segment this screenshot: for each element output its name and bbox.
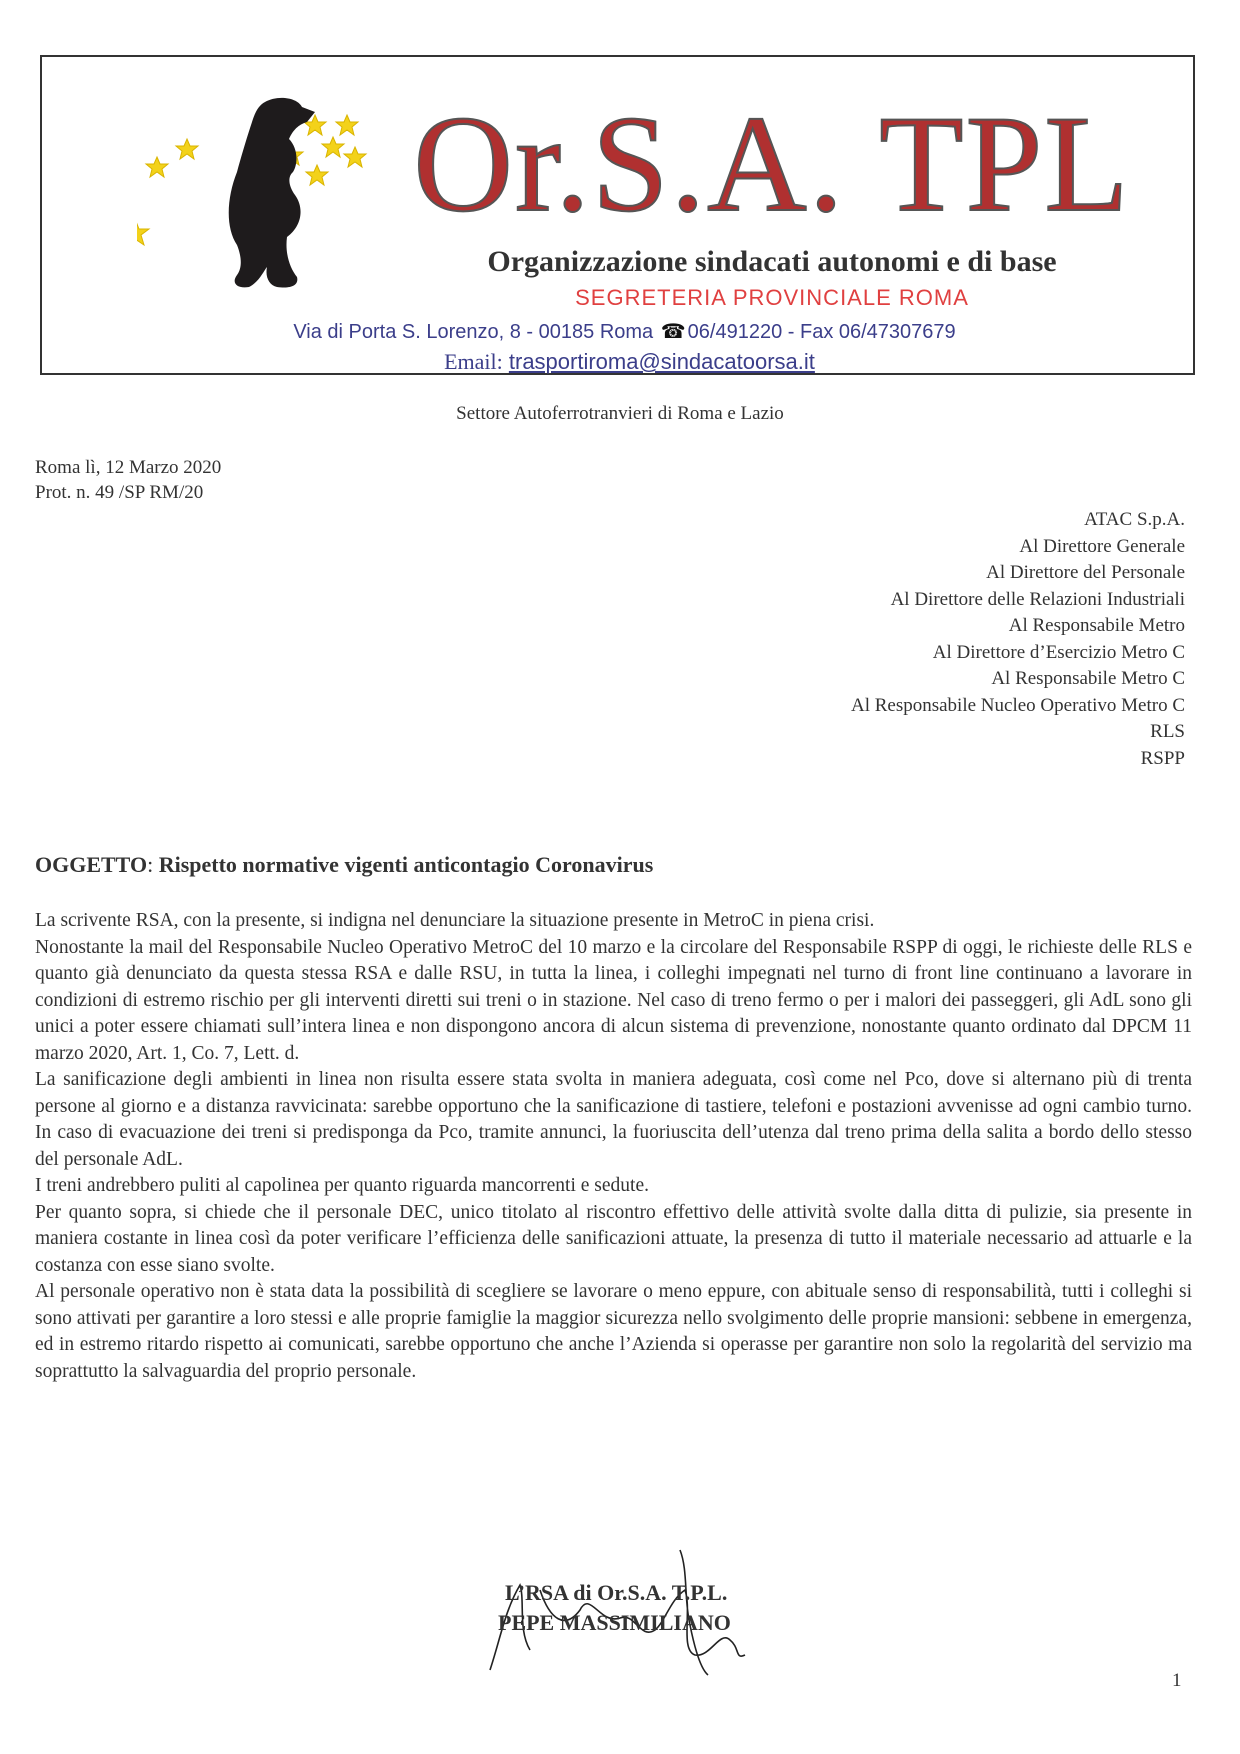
recipients-list	[851, 507, 1185, 772]
subject-text: Rispetto normative vigenti anticontagio Coronavirus	[158, 852, 654, 877]
letterhead	[40, 55, 1195, 375]
page-number: 1	[1172, 1670, 1182, 1691]
org-name: Organizzazione sindacati autonomi e di base	[487, 245, 1057, 278]
body-paragraph: La sanificazione degli ambienti in linea non risulta essere stata svolta in maniera adeguata, così come nel Pco, dove si alternano più di trenta persone al giorno e a distanza ravvicinata: sarebbe opportuno che la sanificazione di tastiere, telefoni e postazioni avvenisse ad ogni cambio turno. In caso di evacuazione dei treni si predisponga da Pco, tramite annunci, la fuoriuscita dell’utenza dal treno prima della salita a bordo dello stesso del personale AdL.	[35, 1069, 1192, 1170]
contact-address-line	[42, 319, 1197, 344]
fax-number: - Fax 06/47307679	[787, 321, 956, 343]
email-label: Email:	[444, 349, 503, 374]
letter-date: Roma lì, 12 Marzo 2020	[35, 457, 222, 478]
star-icon	[322, 137, 344, 157]
recipient: Al Direttore del Personale	[986, 562, 1185, 583]
telephone-icon: ☎	[660, 321, 686, 343]
star-icon	[146, 157, 168, 177]
body-paragraph: Nonostante la mail del Responsabile Nucleo Operativo MetroC del 10 marzo e la circolare del Responsabile RSPP di oggi, le richieste delle RLS e quanto già denunciato da questa stessa RSA e dalle RSU, in tutta la linea, i colleghi impegnati nel turno di front line continuano a lavorare in condizioni di estremo rischio per gli interventi diretti sui treni o in stazione. Nel caso di treno fermo o per i malori dei passeggeri, gli AdL sono gli unici a poter essere chiamati sull’intera linea e non dispongono ancora di alcun sistema di prevenzione, nonostante quanto ordinato dal DPCM 11 marzo 2020, Art. 1, Co. 7, Lett. d.	[35, 936, 1192, 1064]
recipient: RSPP	[1140, 747, 1185, 769]
address: Via di Porta S. Lorenzo, 8 - 00185 Roma	[293, 321, 654, 343]
recipient: Al Responsabile Metro C	[991, 668, 1185, 689]
body-paragraph: I treni andrebbero puliti al capolinea per quanto riguarda mancorrenti e sedute.	[35, 1175, 649, 1196]
date-protocol	[35, 455, 221, 505]
signature-name: PEPE MASSIMILIANO	[498, 1610, 731, 1635]
subject-line: OGGETTO: Rispetto normative vigenti anticontagio Coronavirus	[35, 852, 654, 877]
bear-with-stars-logo	[137, 77, 437, 307]
star-icon	[336, 115, 358, 135]
recipient: Al Direttore d’Esercizio Metro C	[932, 641, 1185, 663]
signature-role: L’RSA di Or.S.A. T.P.L.	[505, 1580, 728, 1605]
star-icon	[137, 219, 149, 245]
letter-body	[35, 908, 1192, 1385]
recipient: RLS	[1150, 721, 1185, 742]
body-paragraph: Al personale operativo non è stata data la possibilità di scegliere se lavorare o meno eppure, con abituale senso di responsabilità, tutti i colleghi si sono attivati per garantire a loro stessi e alle proprie famiglie la maggior sicurezza nello svolgimento delle proprie mansioni: sebbene in emergenza, ed in estremo ritardo rispetto ai comunicati, sarebbe opportuno che anche l’Azienda si operasse per garantire non solo la regolarità del servizio ma soprattutto la salvaguardia del proprio personale.	[35, 1281, 1192, 1382]
body-paragraph: Per quanto sopra, si chiede che il personale DEC, unico titolato al riscontro effettivo delle attività svolte dalla ditta di pulizie, sia presente in maniera costante in linea così da poter verificare l’efficienza delle sanificazioni attuate, la presenza di tutto il materiale necessario ad attuarle e la costanza con esse siano svolte.	[35, 1201, 1192, 1276]
protocol-number: Prot. n. 49 /SP RM/20	[35, 482, 204, 503]
brand-title: Or.S.A. TPL	[413, 87, 1131, 240]
recipient: Al Direttore Generale	[1019, 535, 1185, 557]
sector-line: Settore Autoferrotranvieri di Roma e Lazio	[456, 403, 784, 424]
bear-silhouette	[229, 98, 315, 288]
body-paragraph: La scrivente RSA, con la presente, si indigna nel denunciare la situazione presente in MetroC in piena crisi.	[35, 910, 875, 931]
segreteria-label: SEGRETERIA PROVINCIALE ROMA	[575, 285, 969, 310]
recipient: ATAC S.p.A.	[1084, 509, 1185, 530]
recipient: Al Responsabile Nucleo Operativo Metro C	[850, 694, 1185, 716]
star-icon	[176, 139, 198, 159]
contact-email-line	[42, 349, 1197, 375]
recipient: Al Responsabile Metro	[1008, 615, 1185, 636]
star-icon	[306, 165, 328, 185]
subject-label: OGGETTO	[35, 852, 148, 877]
phone-number: 06/491220	[687, 321, 783, 343]
recipient: Al Direttore delle Relazioni Industriali	[890, 588, 1185, 610]
email-link[interactable]: trasportiroma@sindacatoorsa.it	[508, 349, 815, 374]
star-icon	[344, 147, 366, 167]
